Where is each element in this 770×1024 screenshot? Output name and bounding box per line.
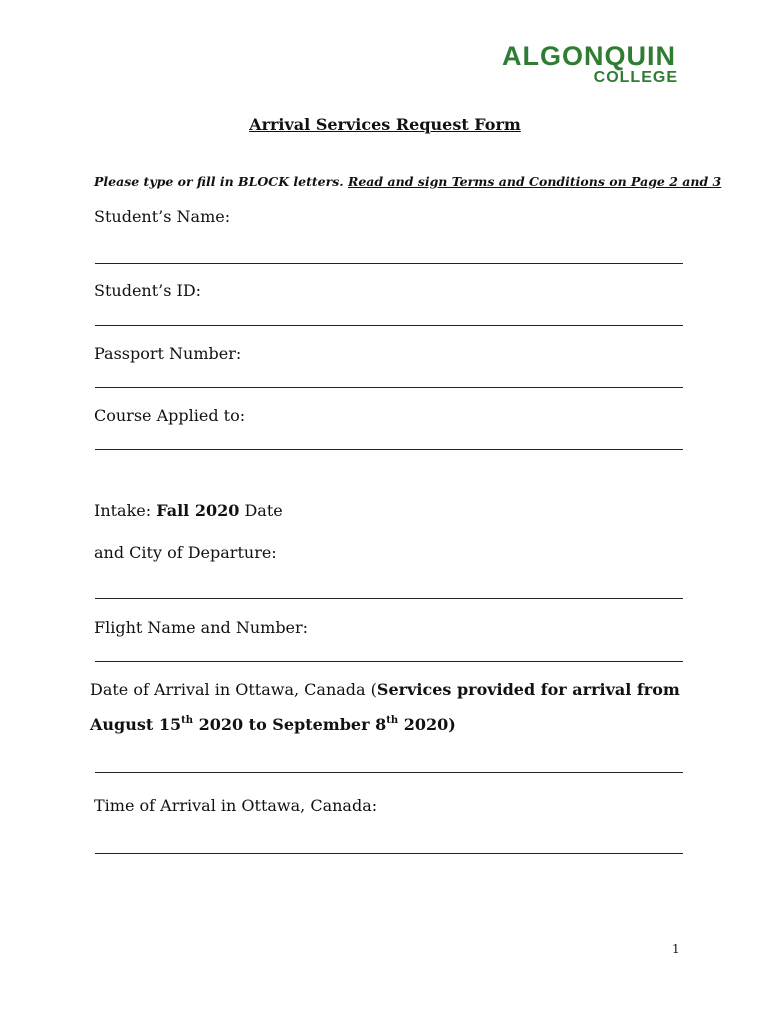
form-title: Arrival Services Request Form (249, 115, 521, 134)
passport-label: Passport Number: (94, 344, 242, 363)
arrival-range-start: August 15 (90, 715, 182, 734)
flight-line[interactable] (95, 661, 683, 662)
arrival-date-line[interactable] (95, 772, 683, 773)
arrival-range-middle: 2020 to September 8 (193, 715, 387, 734)
departure-line[interactable] (95, 598, 683, 599)
student-id-label: Student’s ID: (94, 281, 202, 300)
instructions-plain: Please type or fill in BLOCK letters. (94, 174, 344, 189)
algonquin-college-logo (498, 41, 680, 88)
page-number: 1 (672, 942, 680, 956)
flight-label: Flight Name and Number: (94, 618, 309, 637)
arrival-date-prefix: Date of Arrival in Ottawa, Canada ( (90, 680, 377, 699)
instructions (94, 173, 721, 191)
arrival-services-note: Services provided for arrival from (376, 680, 680, 699)
course-label: Course Applied to: (94, 406, 246, 425)
intake-label (94, 500, 283, 522)
arrival-date-range (90, 714, 456, 736)
arrival-range-end: 2020) (398, 715, 456, 734)
arrival-range-sup-1: th (181, 715, 193, 726)
departure-label: and City of Departure: (94, 543, 277, 562)
intake-value: Fall 2020 (156, 501, 240, 520)
logo-wordmark: ALGONQUIN (502, 41, 676, 71)
logo-subtitle: COLLEGE (593, 69, 678, 86)
student-name-line[interactable] (95, 263, 683, 264)
student-id-line[interactable] (95, 325, 683, 326)
course-line[interactable] (95, 449, 683, 450)
arrival-time-label: Time of Arrival in Ottawa, Canada: (94, 796, 378, 815)
arrival-time-line[interactable] (95, 853, 683, 854)
passport-line[interactable] (95, 387, 683, 388)
student-name-label: Student’s Name: (94, 207, 231, 226)
arrival-range-sup-2: th (386, 715, 399, 726)
instructions-terms-link: Read and sign Terms and Conditions on Page 2 and 3 (347, 174, 722, 189)
intake-suffix: Date (244, 501, 283, 520)
intake-prefix: Intake: (94, 501, 152, 520)
arrival-date-label (90, 679, 680, 701)
